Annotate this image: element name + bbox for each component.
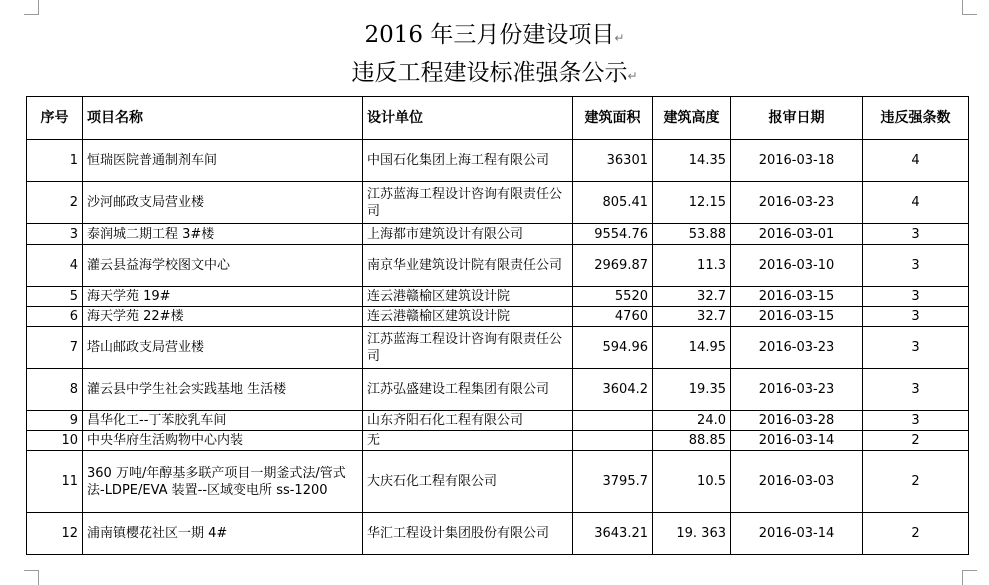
cell-area: 3604.2 [573,369,653,411]
table-row [27,140,969,182]
cell-height: 32.7 [653,287,731,307]
cell-unit: 南京华业建筑设计院有限责任公司 [363,245,573,287]
cell-count: 3 [863,245,969,287]
cell-seq: 4 [27,245,83,287]
cell-name: 恒瑞医院普通制剂车间 [83,140,363,182]
cell-date: 2016-03-23 [731,369,863,411]
cell-height: 11.3 [653,245,731,287]
cell-seq: 2 [27,182,83,224]
cell-count: 3 [863,307,969,327]
cell-unit: 无 [363,431,573,451]
cell-name: 海天学苑 22#楼 [83,307,363,327]
table-row [27,513,969,555]
cell-name: 浦南镇樱花社区一期 4# [83,513,363,555]
cell-count: 4 [863,182,969,224]
cell-seq: 7 [27,327,83,369]
cell-seq: 3 [27,224,83,245]
table-row [27,224,969,245]
cell-name: 中央华府生活购物中心内装 [83,431,363,451]
table-row [27,245,969,287]
cell-seq: 9 [27,411,83,431]
cell-seq: 12 [27,513,83,555]
page-corner-mark [962,0,977,15]
cell-name: 360 万吨/年醇基多联产项目一期釜式法/管式法-LDPE/EVA 装置--区域变电所 ss-1200 [83,451,363,513]
header-height: 建筑高度 [653,97,731,140]
cell-date: 2016-03-10 [731,245,863,287]
header-unit: 设计单位 [363,97,573,140]
cell-count: 3 [863,327,969,369]
cell-height: 19. 363 [653,513,731,555]
cell-area: 805.41 [573,182,653,224]
table-row [27,287,969,307]
cell-date: 2016-03-23 [731,182,863,224]
cell-area [573,431,653,451]
cell-count: 3 [863,411,969,431]
header-count: 违反强条数 [863,97,969,140]
cell-date: 2016-03-15 [731,307,863,327]
cell-count: 3 [863,287,969,307]
cell-count: 3 [863,369,969,411]
cell-area: 3795.7 [573,451,653,513]
cell-height: 14.35 [653,140,731,182]
cell-date: 2016-03-03 [731,451,863,513]
table-row [27,451,969,513]
page-corner-mark [24,0,39,15]
cell-count: 2 [863,451,969,513]
cell-count: 2 [863,513,969,555]
cell-height: 24.0 [653,411,731,431]
cell-area: 36301 [573,140,653,182]
cell-count: 2 [863,431,969,451]
cell-name: 昌华化工--丁苯胶乳车间 [83,411,363,431]
cell-area [573,411,653,431]
cell-seq: 5 [27,287,83,307]
cell-height: 53.88 [653,224,731,245]
cell-area: 3643.21 [573,513,653,555]
cell-height: 32.7 [653,307,731,327]
cell-count: 4 [863,140,969,182]
table-row [27,411,969,431]
cell-area: 2969.87 [573,245,653,287]
project-table [26,96,969,555]
cell-date: 2016-03-01 [731,224,863,245]
table-row [27,327,969,369]
cell-seq: 11 [27,451,83,513]
cell-name: 塔山邮政支局营业楼 [83,327,363,369]
title-line-1: 2016 年三月份建设项目↵ [364,22,625,48]
cell-name: 灌云县中学生社会实践基地 生活楼 [83,369,363,411]
cell-unit: 江苏蓝海工程设计咨询有限责任公司 [363,182,573,224]
cell-area: 5520 [573,287,653,307]
cell-unit: 山东齐阳石化工程有限公司 [363,411,573,431]
cell-unit: 华汇工程设计集团股份有限公司 [363,513,573,555]
cell-count: 3 [863,224,969,245]
table-row [27,307,969,327]
cell-date: 2016-03-28 [731,411,863,431]
cell-seq: 1 [27,140,83,182]
table-row [27,431,969,451]
paragraph-mark: ↵ [627,69,638,83]
cell-seq: 6 [27,307,83,327]
cell-name: 泰润城二期工程 3#楼 [83,224,363,245]
cell-unit: 江苏弘盛建设工程集团有限公司 [363,369,573,411]
cell-unit: 江苏蓝海工程设计咨询有限责任公司 [363,327,573,369]
cell-date: 2016-03-14 [731,513,863,555]
page-corner-mark [24,570,39,585]
cell-height: 14.95 [653,327,731,369]
table-row [27,182,969,224]
cell-unit: 连云港赣榆区建筑设计院 [363,307,573,327]
header-seq: 序号 [27,97,83,140]
table-header-row [27,97,969,140]
header-date: 报审日期 [731,97,863,140]
cell-height: 19.35 [653,369,731,411]
cell-area: 9554.76 [573,224,653,245]
cell-unit: 大庆石化工程有限公司 [363,451,573,513]
cell-date: 2016-03-23 [731,327,863,369]
paragraph-mark: ↵ [614,31,625,45]
cell-date: 2016-03-14 [731,431,863,451]
cell-height: 10.5 [653,451,731,513]
cell-date: 2016-03-15 [731,287,863,307]
cell-unit: 中国石化集团上海工程有限公司 [363,140,573,182]
header-name: 项目名称 [83,97,363,140]
cell-date: 2016-03-18 [731,140,863,182]
header-area: 建筑面积 [573,97,653,140]
cell-name: 海天学苑 19# [83,287,363,307]
cell-unit: 连云港赣榆区建筑设计院 [363,287,573,307]
cell-seq: 8 [27,369,83,411]
cell-seq: 10 [27,431,83,451]
page-corner-mark [962,570,977,585]
cell-area: 4760 [573,307,653,327]
cell-area: 594.96 [573,327,653,369]
title-line-2: 违反工程建设标准强条公示↵ [351,60,638,86]
cell-name: 灌云县益海学校图文中心 [83,245,363,287]
cell-height: 12.15 [653,182,731,224]
table-row [27,369,969,411]
cell-unit: 上海都市建筑设计有限公司 [363,224,573,245]
cell-height: 88.85 [653,431,731,451]
cell-name: 沙河邮政支局营业楼 [83,182,363,224]
